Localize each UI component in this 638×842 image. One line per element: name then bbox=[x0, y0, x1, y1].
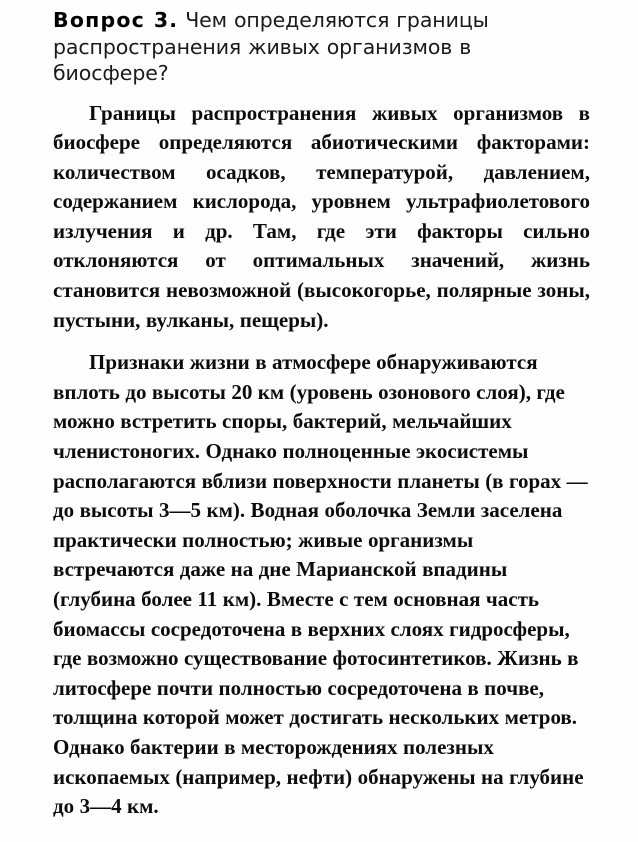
question-prompt-text: Чем определяются границы распространения живых организмов в биосфере? bbox=[53, 8, 489, 85]
question-number-label: Вопрос 3. bbox=[53, 8, 179, 32]
body-paragraph-2: Признаки жизни в атмосфере обнаруживаются вплоть до высоты 20 км (уровень озонового слоя), где можно встретить споры, бактерий, мельчайших членистоногих. Однако полноценные экосистемы располагаются вблизи поверхности планеты (в горах — до высоты 3—5 км). Водная оболочка Земли заселена практически полностью; живые организмы встречаются даже на дне Марианской впадины (глубина более 11 км). Вместе с тем основная часть биомассы сосредоточена в верхних слоях гидросферы, где возможно существование фотосинтетиков. Жизнь в литосфере почти полностью сосредоточена в почве, толщина которой может достигать нескольких метров. Однако бактерии в месторождениях полезных ископаемых (например, нефти) обнаружены на глубине до 3—4 км. bbox=[53, 350, 588, 819]
body-paragraph-1: Границы распространения живых организмов в биосфере определяются абиотическими факторами: количеством осадков, температурой, давлением, содержанием кислорода, уровнем ультрафиолетового излучения и др. Там, где эти факторы сильно отклоняются от оптимальных значений, жизнь становится невозможной (высокогорье, полярные зоны, пустыни, вулканы, пещеры). bbox=[53, 100, 590, 332]
question-heading bbox=[53, 7, 590, 87]
